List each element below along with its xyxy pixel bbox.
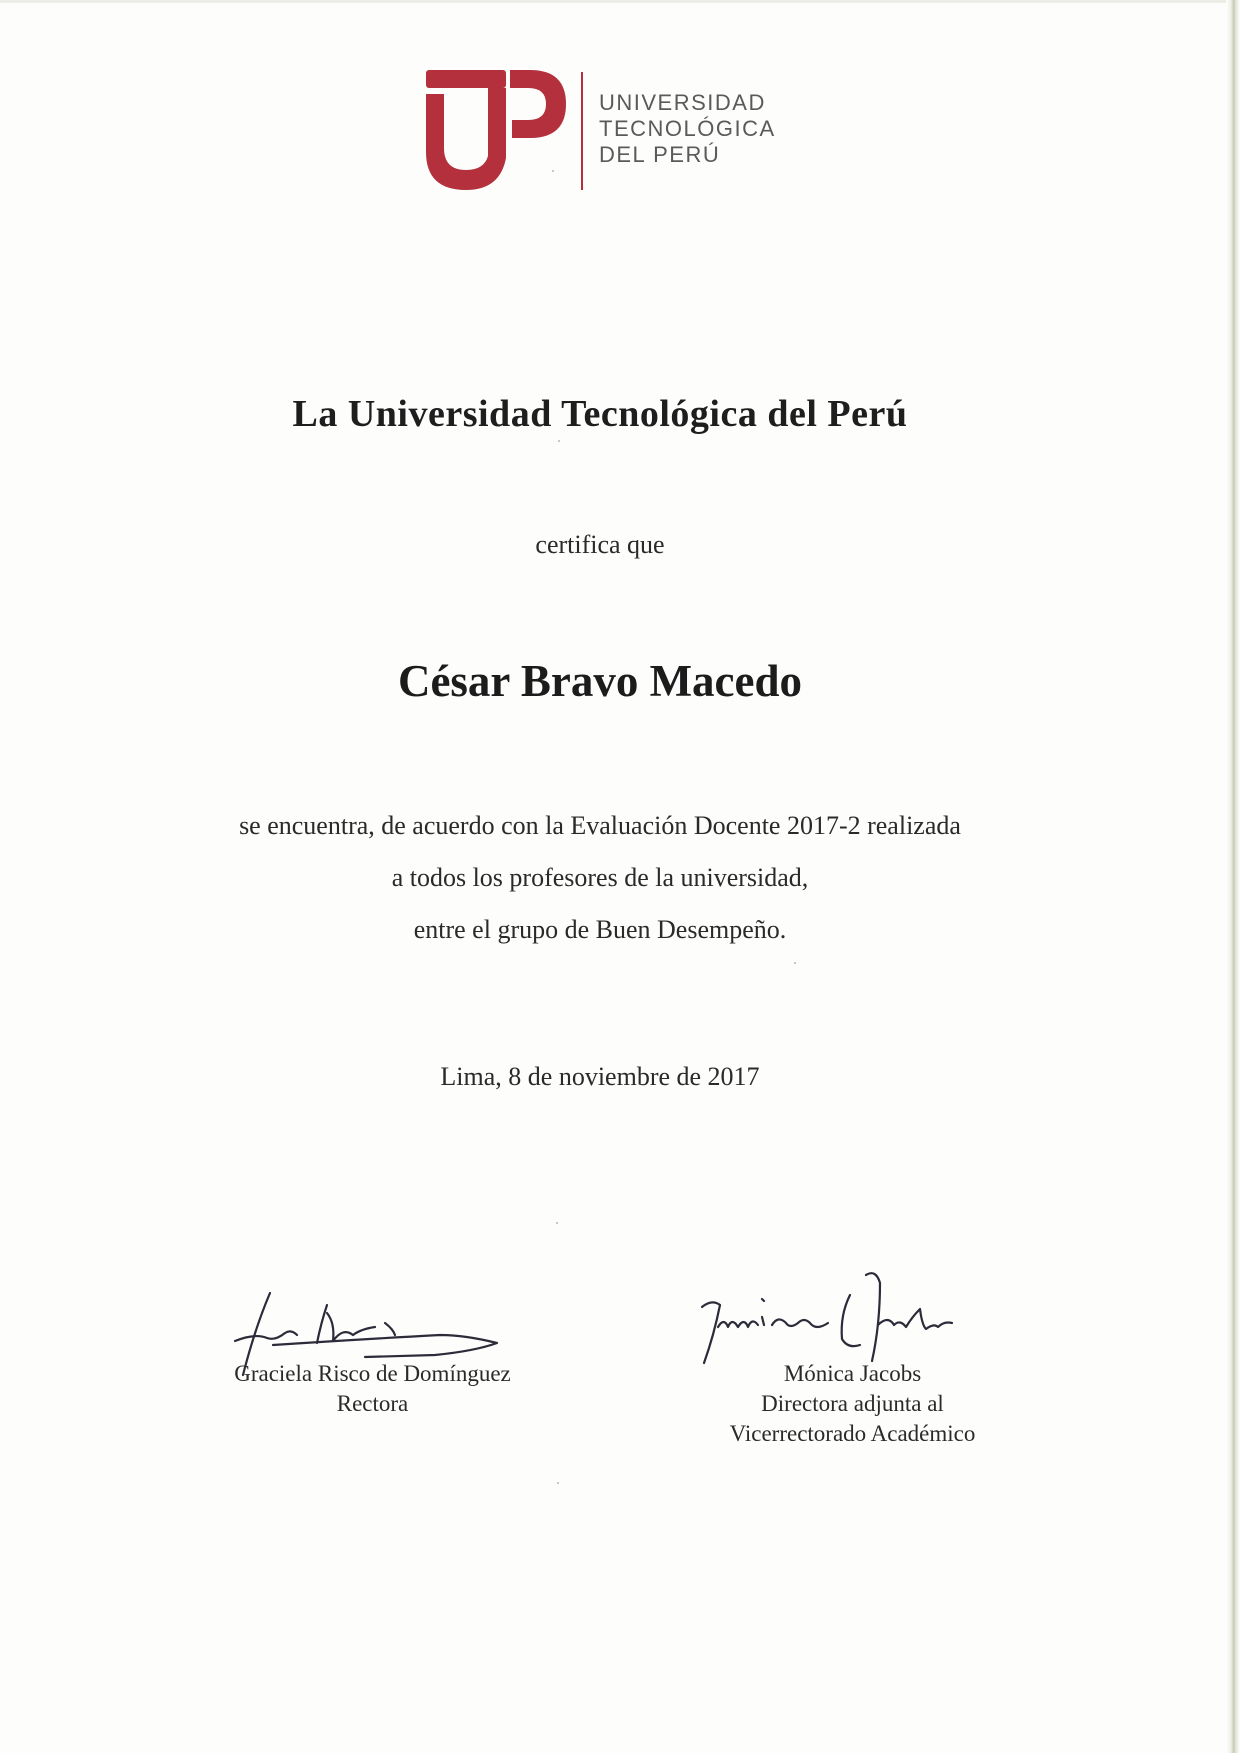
- page-right-edge: [1226, 0, 1240, 1753]
- logotype-line-1: UNIVERSIDAD: [599, 90, 766, 115]
- scan-speck: [557, 1482, 559, 1484]
- director-signature-block: [680, 1285, 1025, 1449]
- university-logo: [426, 70, 796, 190]
- director-title-line-2: Vicerrectorado Académico: [729, 1421, 976, 1446]
- director-title-line-1: Directora adjunta al: [761, 1391, 944, 1416]
- scan-speck: [552, 170, 554, 172]
- scan-speck: [556, 1222, 558, 1224]
- logotype-line-2: TECNOLÓGICA: [599, 116, 776, 141]
- rector-name: Graciela Risco de Domínguez: [234, 1361, 511, 1386]
- rector-signature-block: [200, 1285, 545, 1419]
- recipient-name: César Bravo Macedo: [397, 656, 803, 706]
- university-name-logotype: [599, 90, 776, 168]
- rector-title: Rectora: [336, 1391, 409, 1416]
- page-top-edge: [0, 0, 1240, 3]
- utp-logo-mark: [426, 70, 566, 190]
- statement-line-2: a todos los profesores de la universidad,: [391, 863, 809, 892]
- logotype-line-3: DEL PERÚ: [599, 142, 721, 167]
- certificate-statement: [0, 800, 1200, 956]
- scan-speck: [794, 962, 796, 964]
- certifies-phrase: certifica que: [535, 530, 665, 559]
- place-and-date: Lima, 8 de noviembre de 2017: [440, 1062, 760, 1091]
- logo-divider: [581, 72, 583, 190]
- issuing-institution: La Universidad Tecnológica del Perú: [292, 393, 908, 435]
- scan-speck: [558, 440, 560, 442]
- statement-line-1: se encuentra, de acuerdo con la Evaluación Docente 2017-2 realizada: [239, 811, 961, 840]
- statement-line-3: entre el grupo de Buen Desempeño.: [413, 915, 787, 944]
- director-name: Mónica Jacobs: [783, 1361, 922, 1386]
